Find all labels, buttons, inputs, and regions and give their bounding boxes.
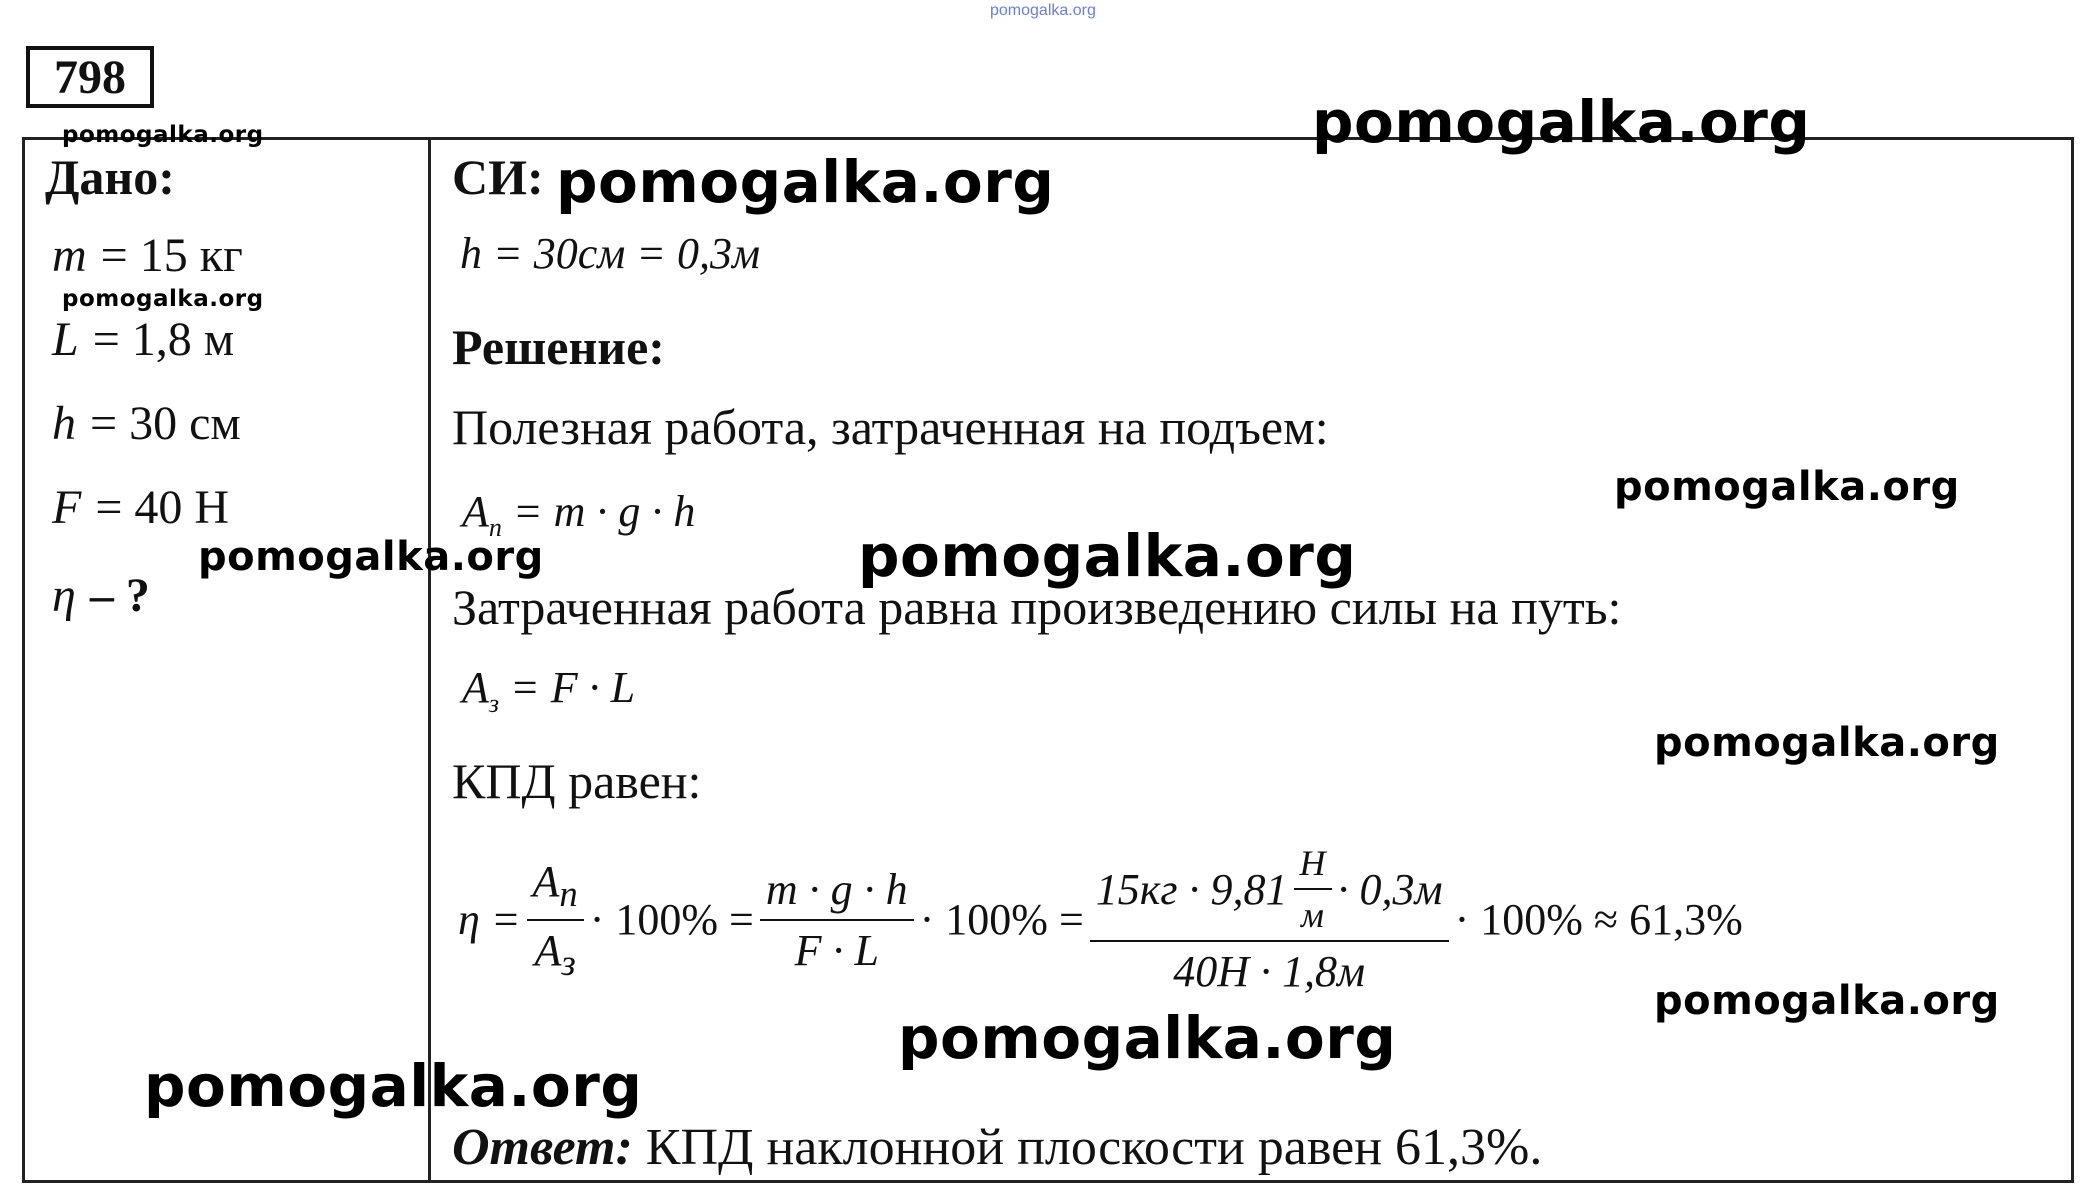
site-link[interactable]: pomogalka.org xyxy=(990,2,1096,19)
unit-fraction: $\frac{Н}{м}$ xyxy=(1294,842,1332,936)
si-title: СИ: xyxy=(452,149,544,205)
watermark: pomogalka.org xyxy=(62,122,264,148)
spent-work-formula: $A_з = F \cdot L$ xyxy=(462,663,636,718)
given-mass: m = 15 кг xyxy=(52,229,243,282)
watermark: pomogalka.org xyxy=(198,534,544,580)
given-efficiency-unknown: η – ? xyxy=(52,569,150,622)
column-divider xyxy=(428,137,431,1183)
watermark: pomogalka.org xyxy=(898,1004,1397,1072)
useful-work-formula: $A_п = m \cdot g \cdot h$ xyxy=(462,487,696,542)
watermark: pomogalka.org xyxy=(1614,464,1960,510)
answer xyxy=(452,1118,1542,1177)
given-height: h = 30 см xyxy=(52,397,241,450)
si-conversion: h = 30см = 0,3м xyxy=(460,229,761,278)
answer-text: КПД наклонной плоскости равен 61,3%. xyxy=(645,1119,1543,1176)
efficiency-formula: η = $\frac{A_п}{A_з}$ · 100% = $\frac{m \cdot g \cdot h}{F \cdot L}$ · 100% = 15кг · 9,81 $\frac{Н}{м}$ · 0,3м 40Н · 1,8м · 100% ≈ 61,3% xyxy=(458,843,1743,996)
spent-work-text: Затраченная работа равна произведению силы на путь: xyxy=(452,579,1622,635)
work-fraction: $\frac{m \cdot g \cdot h}{F \cdot L}$ xyxy=(760,864,914,976)
given-force: F = 40 Н xyxy=(52,481,230,534)
watermark: pomogalka.org xyxy=(556,148,1055,216)
watermark: pomogalka.org xyxy=(144,1052,643,1120)
watermark: pomogalka.org xyxy=(62,286,264,312)
watermark: pomogalka.org xyxy=(858,522,1357,590)
useful-work-text: Полезная работа, затраченная на подъем: xyxy=(452,399,1329,455)
watermark: pomogalka.org xyxy=(1654,978,2000,1024)
numeric-fraction: 15кг · 9,81 $\frac{Н}{м}$ · 0,3м 40Н · 1,8м xyxy=(1090,842,1449,997)
given-length: L = 1,8 м xyxy=(52,313,235,366)
efficiency-text: КПД равен: xyxy=(452,753,702,809)
given-title: Дано: xyxy=(45,149,175,205)
problem-number: 798 xyxy=(26,46,154,108)
ratio-fraction: $\frac{A_п}{A_з}$ xyxy=(527,856,584,984)
watermark: pomogalka.org xyxy=(1654,720,2000,766)
answer-label: Ответ: xyxy=(452,1119,633,1176)
watermark: pomogalka.org xyxy=(1312,88,1811,156)
solution-title: Решение: xyxy=(452,319,665,375)
